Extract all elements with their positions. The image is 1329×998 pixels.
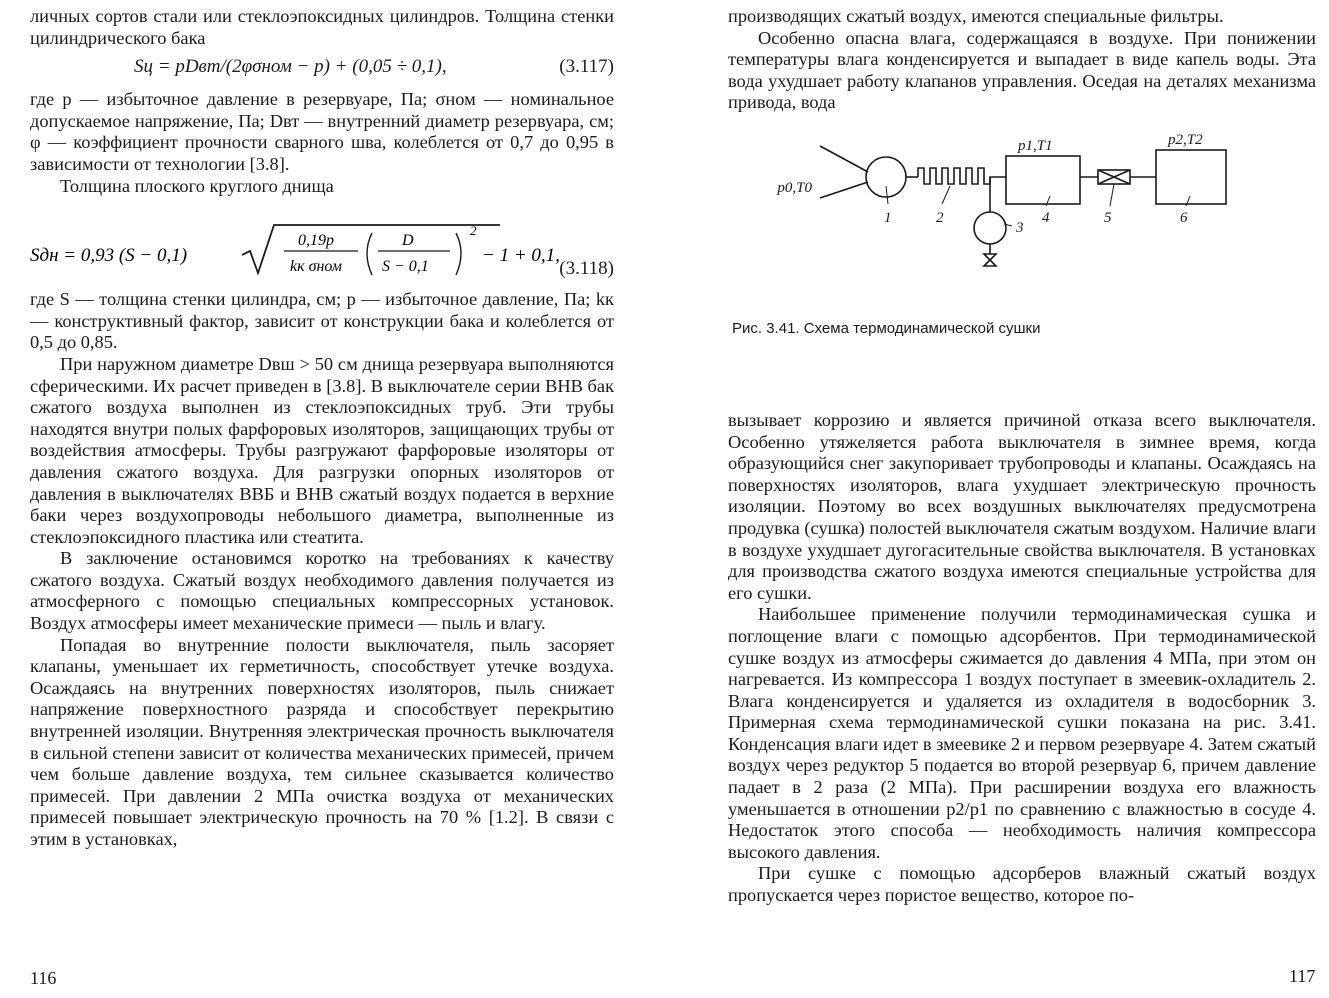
exponent-2: 2	[470, 223, 477, 239]
left-top-lines: личных сортов стали или стеклоэпоксидных цилиндров. Толщина стенки цилиндрического бака	[30, 6, 614, 48]
first-tank	[1006, 156, 1080, 204]
inlet-cone	[820, 146, 868, 198]
left-after-formula-2: где S — толщина стенки цилиндра, см; p — избыточное давление, Па; kк — конструктивный фактор, зависит от конструкции бака и колеблется от 0,5 до 0,85.	[30, 289, 614, 353]
second-tank	[1156, 150, 1226, 204]
cooling-coil	[918, 168, 1006, 184]
water-collector-circle	[974, 212, 1006, 244]
thermodynamic-drying-diagram	[728, 120, 1316, 320]
right-paragraph-4: При сушке с помощью адсорберов влажный сжатый воздух пропускается через пористое вещество, которое по-	[728, 863, 1316, 906]
left-after-formula-1: где p — избыточное давление в резервуаре, Па; σном — номинальное допускаемое напряжение, Па; Dвт — внутренний диаметр резервуара, см; φ — коэффициент прочности сварного шва, колеблется от 0,7 до 0,95 в зависимости от технологии [3.8].	[30, 89, 614, 174]
drain-valve	[984, 254, 996, 266]
formula-3-118-inner-top: D	[402, 232, 414, 250]
formula-3-118-expression	[30, 221, 614, 281]
formula-3-118-tail: − 1 + 0,1,	[482, 245, 560, 267]
formula-3-117	[30, 53, 614, 83]
left-paren	[367, 233, 372, 275]
formula-3-118-frac-bottom: kк σном	[290, 258, 343, 276]
figure-3-41	[728, 114, 1316, 340]
label-part-4: 4	[1042, 209, 1050, 226]
right-paren	[456, 233, 461, 275]
formula-3-118-number: (3.118)	[559, 258, 614, 280]
formula-3-117-number: (3.117)	[559, 56, 614, 78]
left-paragraph-1: При наружном диаметре Dвш > 50 см днища резервуара выполняются сферическими. Их расчет приведен в [3.8]. В выключателе серии ВНВ бак сжатого воздуха выполнен из стеклоэпоксидных труб. Эти трубы находятся внутри полых фарфоровых изоляторов, защищающих трубы от воздействия атмосферы. Трубы разгружают фарфоровые изоляторы от давления сжатого воздуха. Для разгрузки опорных изоляторов от давления в выключателях ВВБ и ВНВ сжатый воздух подается в верхние баки через воздухопроводы небольшого диаметра, выполненные из стеклоэпоксидного пластика или стеатита.	[30, 353, 614, 547]
left-before-formula-2: Толщина плоского круглого днища	[60, 175, 334, 196]
page-number-right: 117	[1289, 966, 1316, 986]
left-page	[30, 6, 614, 851]
label-inlet: p0,T0	[777, 179, 812, 196]
label-first-tank: p1,T1	[1018, 137, 1053, 154]
right-paragraph-3: Наибольшее применение получили термодинамическая сушка и поглощение влаги с помощью адсорбентов. При термодинамической сушке воздух из атмосферы сжимается до давления 4 МПа, при этом он нагревается. Из компрессора 1 воздух поступает в змеевик-охладитель 2. Влага конденсируется и удаляется из охладителя в водосборник 3. Примерная схема термодинамической сушки показана на рис. 3.41. Конденсация влаги идет в змеевике 2 и первом резервуаре 4. Затем сжатый воздух через редуктор 5 подается во второй резервуар 6, причем давление падает в 2 раза (2 МПа). При расширении воздуха его влажность уменьшается в отношении p2/p1 по сравнению с влажностью в сосуде 4. Недостаток этого способа — необходимость наличия компрессора высокого давления.	[728, 604, 1316, 862]
figure-caption: Рис. 3.41. Схема термодинамической сушки	[732, 319, 1041, 337]
compressor-circle	[866, 157, 906, 197]
right-top-lines: производящих сжатый воздух, имеются специальные фильтры.	[728, 6, 1224, 26]
label-part-1: 1	[884, 209, 892, 226]
left-paragraph-2: В заключение остановимся коротко на требованиях к качеству сжатого воздуха. Сжатый воздух необходимого давления получается из атмосферного с помощью специальных компрессорных установок. Воздух атмосферы имеет механические примеси — пыль и влагу.	[30, 548, 614, 634]
label-second-tank: p2,T2	[1168, 131, 1203, 148]
formula-3-118-lhs: Sдн = 0,93 (S − 0,1)	[30, 245, 188, 267]
label-part-5: 5	[1104, 209, 1112, 226]
formula-3-118-frac-top: 0,19p	[298, 232, 334, 250]
right-page	[728, 6, 1316, 907]
label-part-3: 3	[1016, 219, 1024, 236]
left-paragraph-3: Попадая во внутренние полости выключателя, пыль засоряет клапаны, уменьшает их герметичность, способствует утечке воздуха. Осаждаясь на внутренних поверхностях изоляторов, пыль снижает напряжение поверхностного разряда и способствует перекрытию внутренней изоляции. Внутренняя электрическая прочность выключателя в сильной степени зависит от количества механических примесей, причем чем больше давление воздуха, тем сильнее сказывается количество примесей. При давлении 2 МПа очистка воздуха от механических примесей повышает электрическую прочность на 70 % [1.2]. В связи с этим в установках,	[30, 634, 615, 849]
formula-3-117-expression: Sц = pDвт/(2φσном − p) + (0,05 ÷ 0,1),	[134, 56, 447, 78]
right-paragraph-1: Особенно опасна влага, содержащаяся в воздухе. При понижении температуры влага конденсируется и выпадает в виде капель воды. Эта вода ухудшает работу клапанов управления. Оседая на деталях механизма привода, вода	[728, 27, 1316, 113]
page-number-left: 116	[30, 968, 57, 988]
label-part-6: 6	[1180, 209, 1188, 226]
label-part-2: 2	[936, 209, 944, 226]
formula-3-118-inner-bottom: S − 0,1	[382, 258, 429, 276]
formula-3-118	[30, 201, 614, 283]
right-paragraph-2: вызывает коррозию и является причиной отказа всего выключателя. Особенно утяжеляется работа выключателя в зимнее время, когда образующийся снег закупоривает трубопроводы и клапаны. Осаждаясь на поверхностях изоляторов, влага ухудшает электрическую прочность изоляции. Поэтому во всех воздушных выключателях предусмотрена продувка (сушка) полостей выключателя сжатым воздухом. Наличие влаги в воздухе ухудшает дугогасительные свойства выключателя. В установках для производства сжатого воздуха имеются специальные устройства для его сушки.	[728, 409, 1316, 603]
